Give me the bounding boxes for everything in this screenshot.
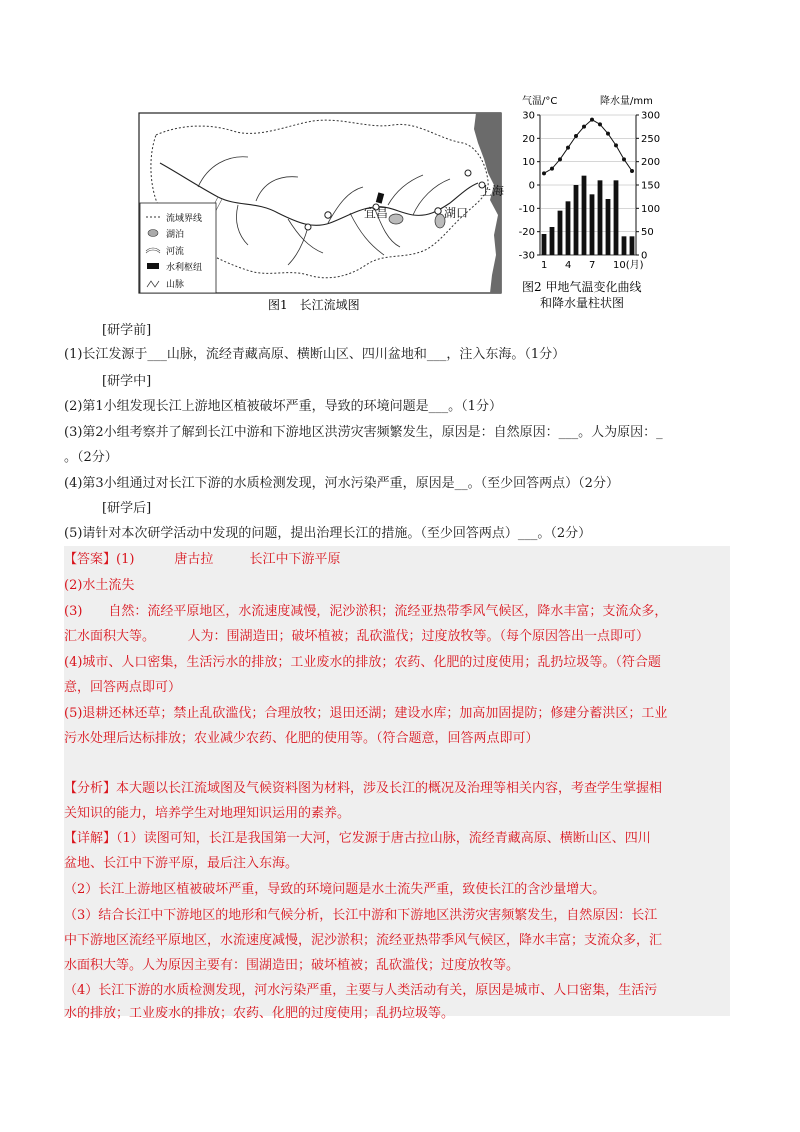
y-right-tick-label: 150	[641, 180, 661, 192]
question-3-line2: 。（2分）	[64, 450, 118, 465]
temperature-point	[606, 132, 610, 136]
temperature-point	[598, 122, 602, 126]
precipitation-bar	[590, 194, 595, 255]
legend-mountain: 山脉	[166, 280, 185, 290]
x-tick-label: 7	[589, 260, 596, 271]
legend-lake: 湖泊	[166, 230, 185, 240]
x-tick-label: 4	[565, 260, 572, 271]
y-right-tick-label: 300	[641, 110, 661, 122]
chart-caption-line2: 和降水量柱状图	[540, 296, 625, 310]
y-left-tick-label: 0	[528, 180, 535, 192]
precipitation-bar	[558, 211, 563, 255]
answer-4-line2: 意，回答两点即可）	[64, 680, 182, 695]
answer-block	[64, 546, 730, 1021]
mid-research-heading: [研学中]	[102, 374, 152, 389]
question-4: (4)第3小组通过对长江下游的水质检测发现，河水污染严重，原因是__。（至少回答两点）（2分）	[64, 476, 619, 491]
question-5: (5)请针对本次研学活动中发现的问题，提出治理长江的措施。（至少回答两点）___。（2分）	[64, 526, 592, 541]
x-tick-label: 10(月)	[613, 260, 644, 271]
temperature-point	[558, 157, 562, 161]
yangtze-basin-map	[138, 95, 513, 315]
detail-4-line1: （4）长江下游的水质检测发现，河水污染严重，主要与人类活动有关，原因是城市、人口密集，生活污	[64, 983, 658, 998]
temperature-point	[582, 125, 586, 129]
temperature-point	[590, 118, 594, 122]
temperature-point	[614, 143, 618, 147]
answer-1-value-1: 唐古拉	[174, 552, 214, 567]
lake-dongting	[389, 214, 403, 224]
answer-1-value-2: 长江中下游平原	[249, 552, 341, 567]
y-right-tick-label: 100	[641, 203, 661, 215]
answer-3-line2: 汇水面积大等。 人为：围湖造田；破坏植被；乱砍滥伐；过度放牧等。（每个原因答出一点即可）	[64, 629, 650, 644]
climate-chart	[514, 95, 678, 315]
y-right-tick-label: 250	[641, 133, 661, 145]
pre-research-heading: [研学前]	[102, 323, 152, 338]
temperature-point	[630, 169, 634, 173]
precipitation-bar	[582, 176, 587, 255]
detail-4-line2: 水的排放；工业废水的排放；农药、化肥的过度使用；乱扔垃圾等。	[64, 1006, 455, 1021]
y-right-label: 降水量/mm	[600, 96, 653, 107]
y-right-tick-label: 0	[641, 250, 648, 262]
precipitation-bar	[622, 236, 627, 255]
detail-3-line2: 中下游地区流经平原地区，水流速度减慢，泥沙淤积；流经亚热带季风气候区，降水丰富；支流众多，汇	[64, 933, 663, 948]
legend-hydro-hub: 水利枢纽	[166, 263, 203, 273]
temperature-line	[544, 120, 632, 174]
map-caption: 图1 长江流域图	[268, 298, 360, 312]
y-left-tick-label: -30	[518, 250, 535, 262]
analysis-line2: 关知识的能力，培养学生对地理知识运用的素养。	[64, 806, 351, 821]
legend-boundary: 流域界线	[166, 214, 203, 224]
y-left-tick-label: -10	[518, 203, 535, 215]
map-legend	[140, 203, 216, 293]
precipitation-bar	[542, 234, 547, 255]
question-3-line1: (3)第2小组考察并了解到长江中游和下游地区洪涝灾害频繁发生，原因是：自然原因：___。人为原因：_	[64, 425, 663, 440]
figure-area	[138, 95, 678, 315]
temperature-point	[622, 157, 626, 161]
answer-2: (2)水土流失	[64, 578, 135, 593]
answer-1	[64, 551, 340, 569]
label-shanghai: 上海	[480, 184, 505, 198]
answer-4-line1: (4)城市、人口密集，生活污水的排放；工业废水的排放；农药、化肥的过度使用；乱扔垃圾等。（符合题	[64, 655, 661, 670]
answer-5-line1: (5)退耕还林还草；禁止乱砍滥伐；合理放牧；退田还湖；建设水库；加高加固提防；修建分蓄洪区；工业	[64, 706, 668, 721]
detail-3-line3: 水面积大等。人为原因主要有：围湖造田；破坏植被；乱砍滥伐；过度放牧等。	[64, 958, 520, 973]
temperature-point	[550, 167, 554, 171]
y-left-tick-label: 20	[522, 133, 535, 145]
detail-line2: 盆地、长江中下游平原，最后注入东海。	[64, 856, 299, 871]
precipitation-bar	[598, 180, 603, 255]
answer-tag: 【答案】(1)	[64, 552, 135, 567]
precipitation-bar	[566, 201, 571, 255]
precipitation-bar	[550, 227, 555, 255]
precipitation-bar	[630, 236, 635, 255]
temperature-point	[574, 134, 578, 138]
y-left-label: 气温/°C	[522, 96, 558, 107]
y-right-tick-label: 50	[641, 227, 654, 239]
precipitation-bar	[614, 180, 619, 255]
precipitation-bar	[574, 185, 579, 255]
analysis-line1: 【分析】本大题以长江流域图及气候资料图为材料，涉及长江的概况及治理等相关内容，考查学生掌握相	[64, 781, 663, 796]
post-research-heading: [研学后]	[102, 501, 152, 516]
y-right-tick-label: 200	[641, 157, 661, 169]
legend-river: 河流	[166, 247, 185, 257]
detail-2: （2）长江上游地区植被破坏严重，导致的环境问题是水土流失严重，致使长江的含沙量增大。	[64, 882, 606, 897]
answer-5-line2: 污水处理后达标排放；农业减少农药、化肥的使用等。（符合题意，回答两点即可）	[64, 731, 539, 746]
detail-3-line1: （3）结合长江中下游地区的地形和气候分析，长江中游和下游地区洪涝灾害频繁发生，自然原因：长江	[64, 908, 658, 923]
temperature-point	[566, 146, 570, 150]
label-hukou: 湖口	[444, 206, 469, 220]
y-left-tick-label: -20	[518, 227, 535, 239]
chart-caption-line1: 图2 甲地气温变化曲线	[522, 280, 642, 294]
y-left-tick-label: 30	[522, 110, 535, 122]
temperature-point	[542, 171, 546, 175]
question-1: (1)长江发源于___山脉，流经青藏高原、横断山区、四川盆地和___，注入东海。（1分）	[64, 347, 566, 362]
precipitation-bar	[606, 199, 611, 255]
x-tick-label: 1	[541, 260, 548, 271]
detail-line1: 【详解】（1）读图可知，长江是我国第一大河，它发源于唐古拉山脉，流经青藏高原、横断山区、四川	[64, 831, 651, 846]
y-left-tick-label: 10	[522, 157, 535, 169]
answer-3-line1: (3) 自然：流经平原地区，水流速度减慢，泥沙淤积；流经亚热带季风气候区，降水丰富；支流众多，	[64, 604, 668, 619]
label-yichang: 宜昌	[364, 206, 389, 220]
question-2: (2)第1小组发现长江上游地区植被破坏严重，导致的环境问题是___。（1分）	[64, 399, 502, 414]
